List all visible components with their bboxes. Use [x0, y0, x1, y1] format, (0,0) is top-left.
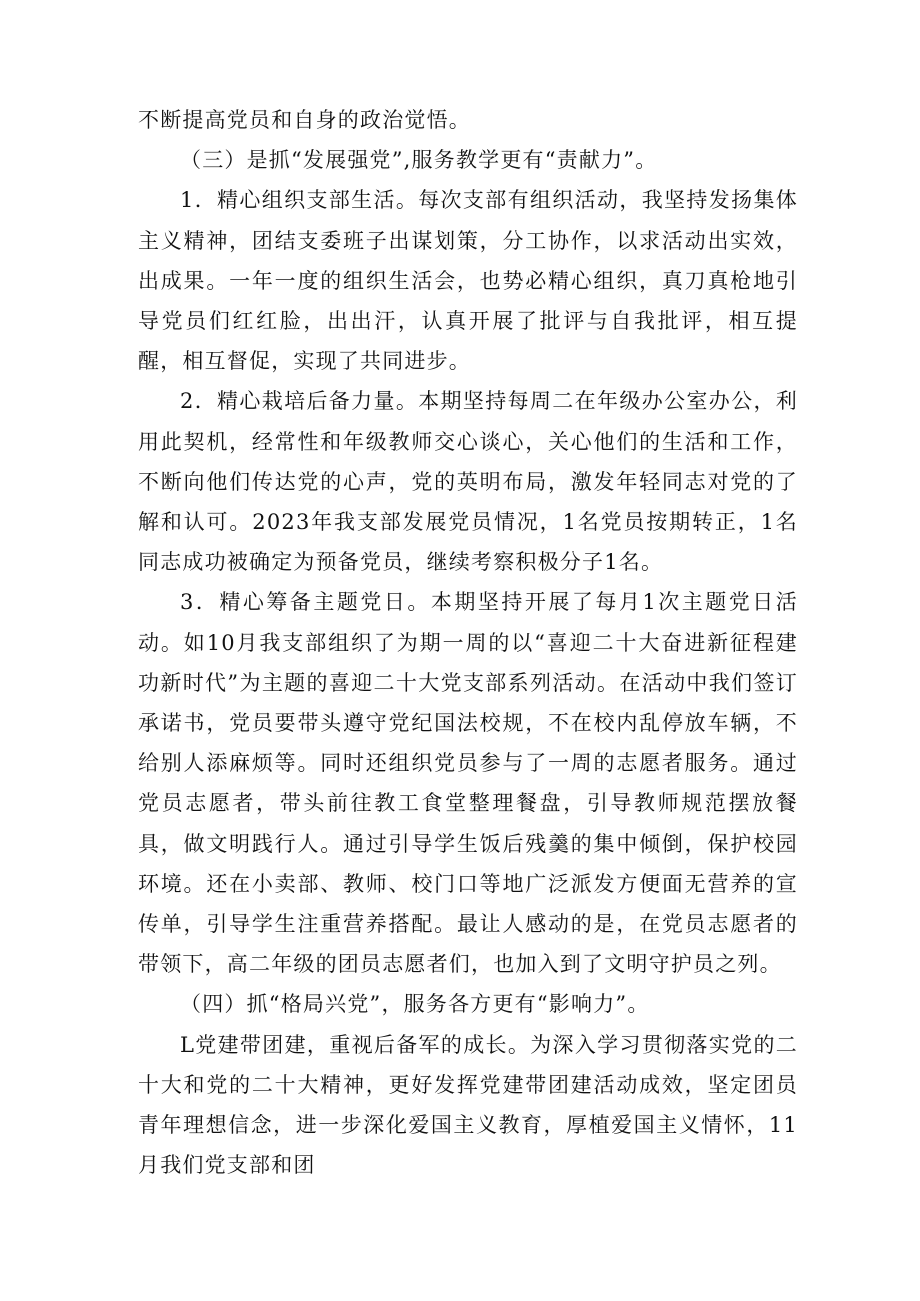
section-heading-four: （四）抓“格局兴党”，服务各方更有“影响力”。: [180, 992, 650, 1017]
document-body: [138, 100, 798, 1185]
section-heading-three: （三）是抓“发展强党”,服务教学更有“责献力”。: [180, 148, 658, 173]
paragraph-item-2: 2．精心栽培后备力量。本期坚持每周二在年级办公室办公，利用此契机，经常性和年级教师交心谈心，关心他们的生活和工作，不断向他们传达党的心声，党的英明布局，激发年轻同志对党的了解和认可。2023年我支部发展党员情况，1名党员按期转正，1名同志成功被确定为预备党员，继续考察积极分子1名。: [138, 389, 798, 575]
paragraph-continuation: 不断提高党员和自身的政治觉悟。: [138, 108, 471, 132]
paragraph-item-1: 1．精心组织支部生活。每次支部有组织活动，我坚持发扬集体主义精神，团结支委班子出谋划策，分工协作，以求活动出实效，出成果。一年一度的组织生活会，也势必精心组织，真刀真枪地引导党员们红红脸，出出汗，认真开展了批评与自我批评，相互提醒，相互督促，实现了共同进步。: [138, 188, 798, 374]
paragraph-item-4-1: L党建带团建，重视后备军的成长。为深入学习贯彻落实党的二十大和党的二十大精神，更好发挥党建带团建活动成效，坚定团员青年理想信念，进一步深化爱国主义教育，厚植爱国主义情怀，11月我们党支部和团: [138, 1032, 798, 1178]
paragraph-item-3: 3．精心筹备主题党日。本期坚持开展了每月1次主题党日活动。如10月我支部组织了为期一周的以“喜迎二十大奋进新征程建功新时代”为主题的喜迎二十大党支部系列活动。在活动中我们签订承诺书，党员要带头遵守党纪国法校规，不在校内乱停放车辆，不给别人添麻烦等。同时还组织党员参与了一周的志愿者服务。通过党员志愿者，带头前往教工食堂整理餐盘，引导教师规范摆放餐具，做文明践行人。通过引导学生饭后残羹的集中倾倒，保护校园环境。还在小卖部、教师、校门口等地广泛派发方便面无营养的宣传单，引导学生注重营养搭配。最让人感动的是，在党员志愿者的带领下，高二年级的团员志愿者们，也加入到了文明守护员之列。: [138, 590, 798, 977]
